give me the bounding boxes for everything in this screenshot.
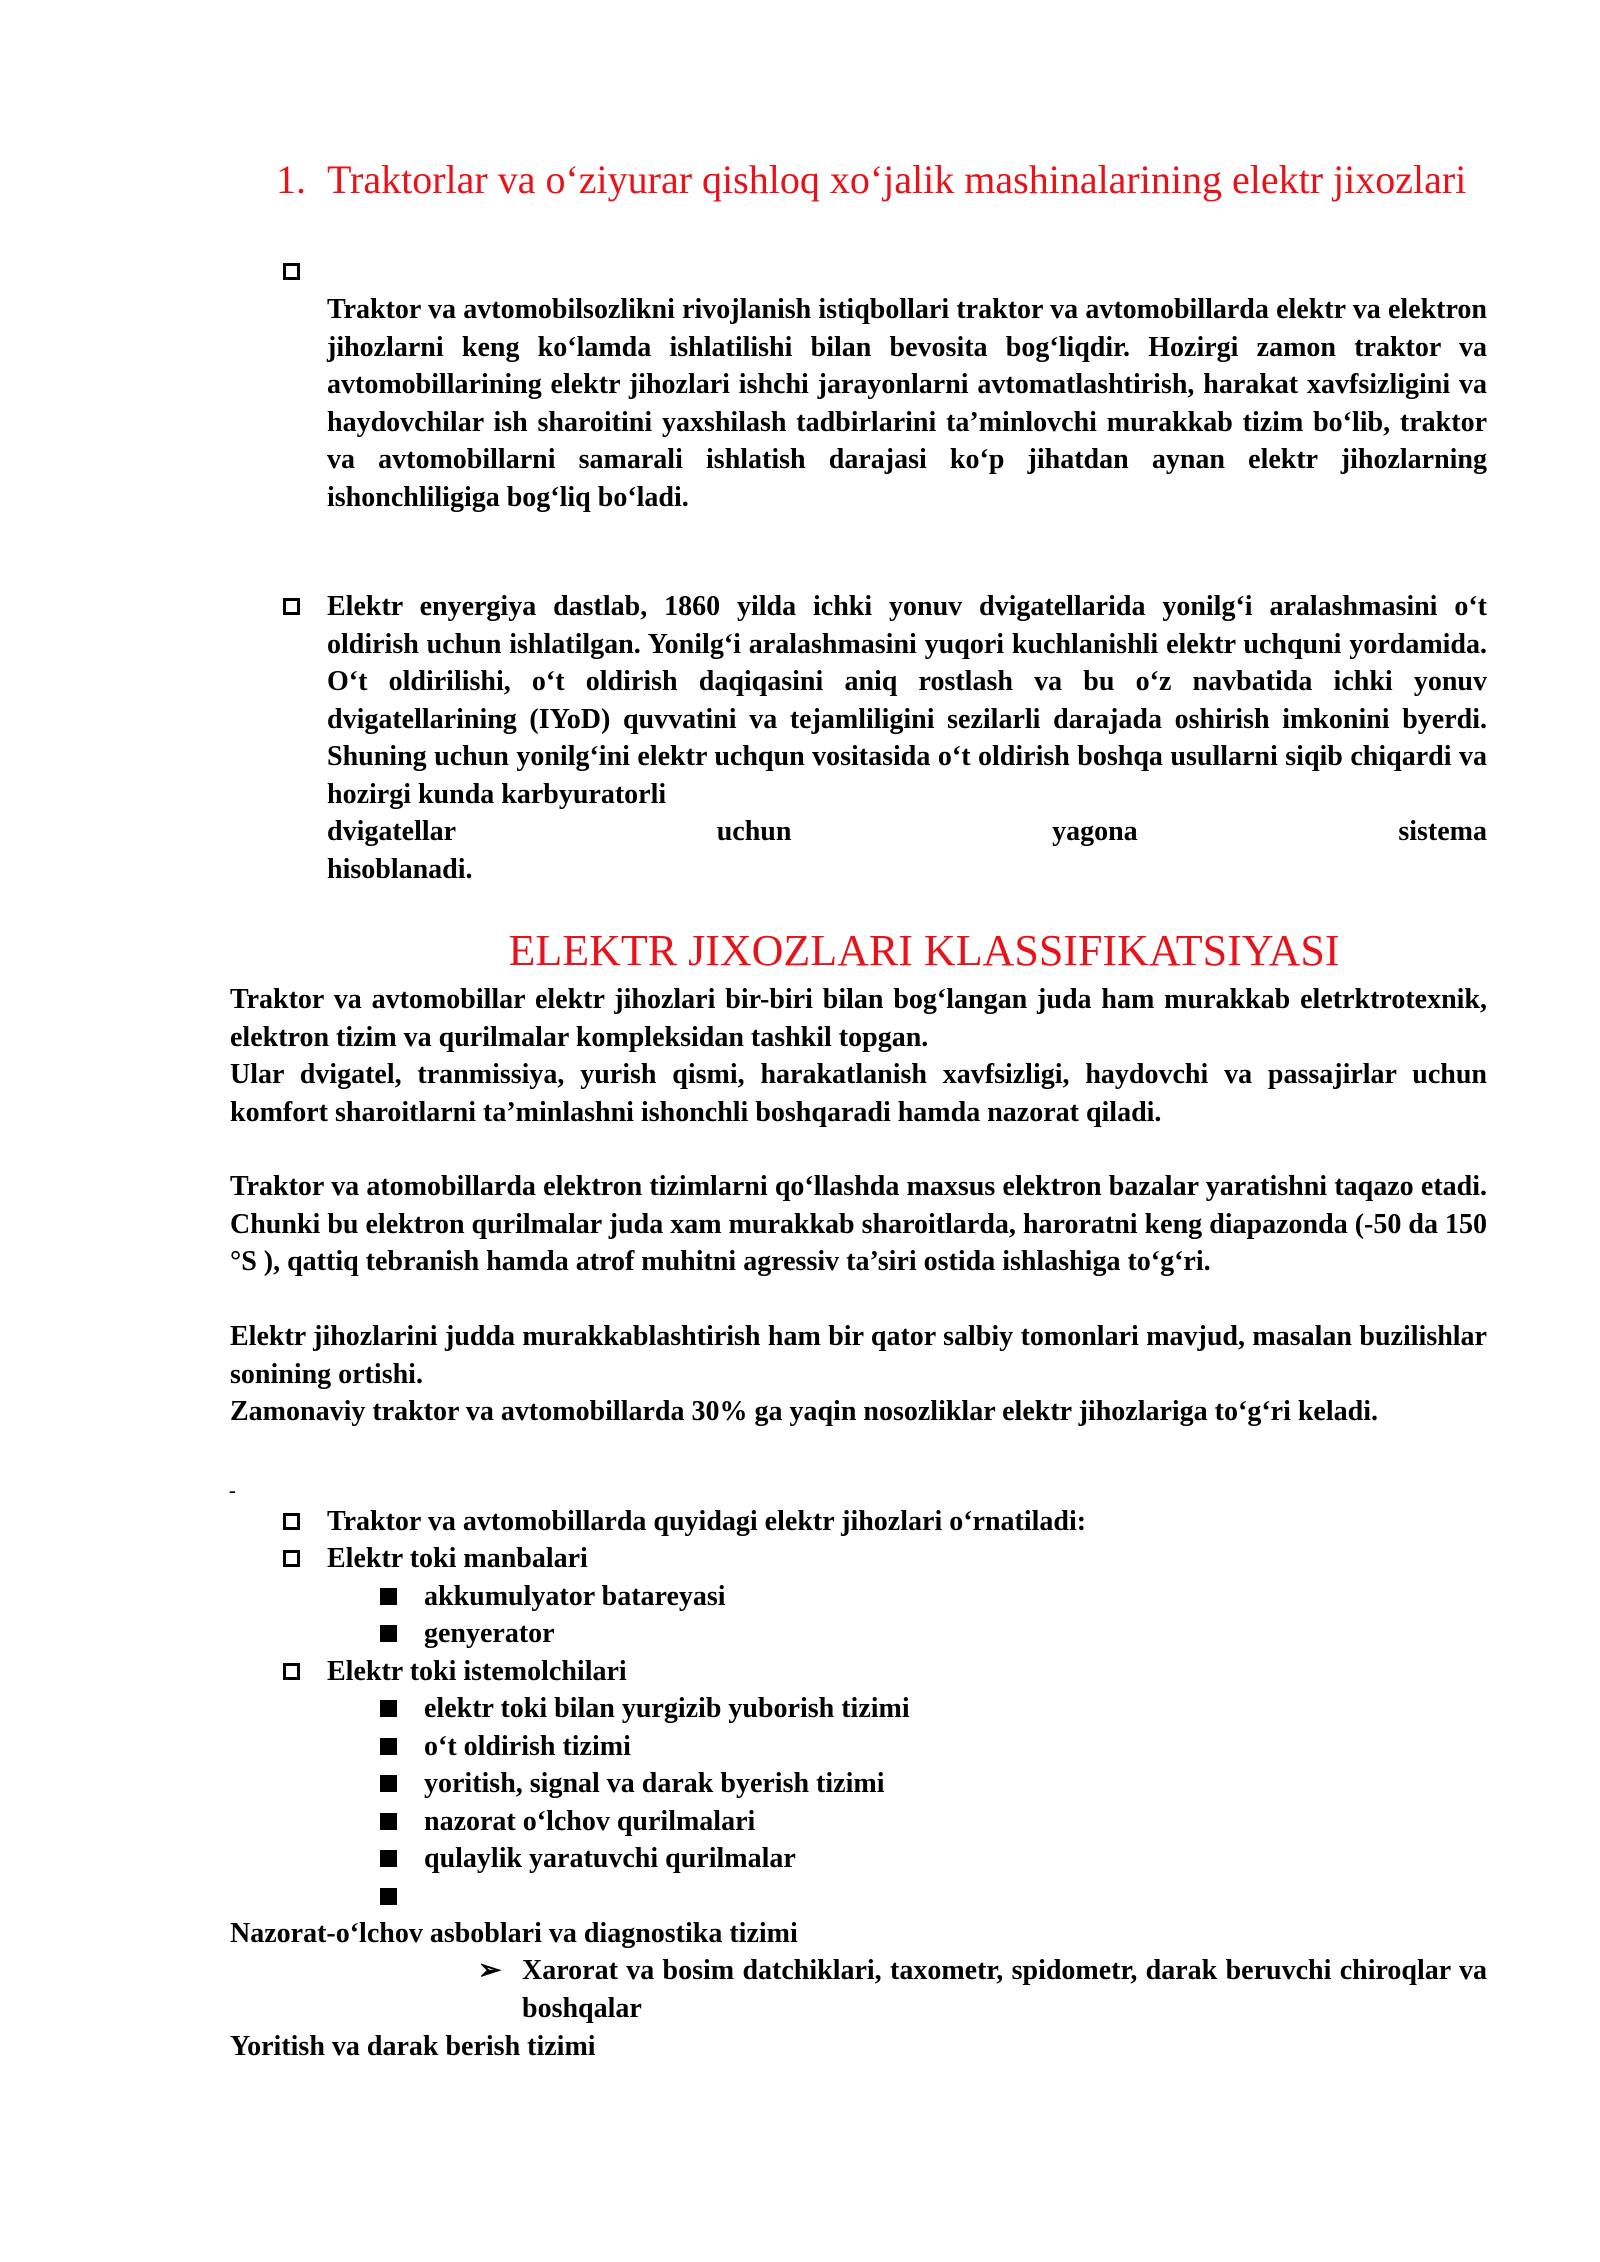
body-paragraph-3: Traktor va atomobillarda elektron tizimlarni qo‘llashda maxsus elektron bazalar yaratishni taqazo etadi. Chunki bu elektron qurilmalar juda xam murakkab sharoitlarda, haroratni keng diapazonda (-50 da 150 °S ), qattiq tebranish hamda atrof muhitni agressiv ta’siri ostida ishlashiga to‘g‘ri. [230, 1171, 1487, 1277]
nazorat-item: Xarorat va bosim datchiklari, taxometr, spidometr, darak beruvchi chiroqlar va boshqalar [522, 1955, 1487, 2024]
spread-word: uchun [716, 816, 792, 847]
square-bullet-icon [380, 1888, 397, 1905]
square-bullet-icon [380, 1850, 397, 1867]
list-item: o‘t oldirish tizimi [424, 1731, 631, 1762]
body-paragraph-5: Zamonaviy traktor va avtomobillarda 30% ga yaqin nosozliklar elektr jihozlariga to‘g‘ri keladi. [230, 1396, 1378, 1427]
list-item: genyerator [424, 1618, 555, 1649]
body-paragraph-4: Elektr jihozlarini judda murakkablashtirish ham bir qator salbiy tomonlari mavjud, masalan buzilishlar sonining ortishi. [230, 1321, 1487, 1390]
section-nazorat: Nazorat-o‘lchov asboblari va diagnostika tizimi [230, 1918, 798, 1949]
list-item: nazorat o‘lchov qurilmalari [424, 1806, 756, 1837]
paragraph-2 [327, 588, 1487, 888]
checkbox-bullet-icon [283, 1513, 300, 1530]
checkbox-bullet-icon [283, 598, 300, 615]
list-item: qulaylik yaratuvchi qurilmalar [424, 1843, 796, 1874]
spread-word: dvigatellar [327, 816, 457, 847]
square-bullet-icon [380, 1588, 397, 1605]
list-sources-label: Elektr toki manbalari [327, 1543, 588, 1574]
section-yoritish: Yoritish va darak berish tizimi [230, 2031, 596, 2062]
paragraph-2-spread-line [327, 813, 1487, 851]
checkbox-bullet-icon [283, 1550, 300, 1567]
paragraph-1: Traktor va avtomobilsozlikni rivojlanish istiqbollari traktor va avtomobillarda elektr va elektron jihozlarni keng ko‘lamda ishlatilishi bilan bevosita bog‘liqdir. Hozirgi zamon traktor va avtomobillarining elektr jihozlari ishchi jarayonlarni avtomatlashtirish, harakat xavfsizligini va haydovchilar ish sharoitini yaxshilash tadbirlarini ta’minlovchi murakkab tizim bo‘lib, traktor va avtomobillarni samarali ishlatish darajasi ko‘p jihatdan aynan elektr jihozlarning ishonchliligiga bog‘liq bo‘ladi. [327, 294, 1487, 513]
square-bullet-icon [380, 1700, 397, 1717]
list-intro: Traktor va avtomobillarda quyidagi elektr jihozlari o‘rnatiladi: [327, 1506, 1087, 1537]
body-paragraph-1: Traktor va avtomobillar elektr jihozlari bir-biri bilan bog‘langan juda ham murakkab eletrktrotexnik, elektron tizim va qurilmalar kompleksidan tashkil topgan. [230, 984, 1487, 1053]
list-consumers-label: Elektr toki istemolchilari [327, 1656, 627, 1687]
list-item: akkumulyator batareyasi [424, 1581, 726, 1612]
section-heading: ELEKTR JIXOZLARI KLASSIFIKATSIYASI [508, 926, 1340, 975]
paragraph-2-end: hisoblanadi. [327, 853, 473, 885]
square-bullet-icon [380, 1813, 397, 1830]
paragraph-2-body: Elektr enyergiya dastlab, 1860 yilda ichki yonuv dvigatellarida yonilg‘i aralashmasini o‘t oldirish uchun ishlatilgan. Yonilg‘i aralashmasini yuqori kuchlanishli elektr uchquni yordamida. O‘t oldirilishi, o‘t oldirish daqiqasini aniq rostlash va bu o‘z navbatida ichki yonuv dvigatellarining (IYoD) quvvatini va tejamliligini sezilarli darajada oshirish imkonini byerdi. Shuning uchun yonilg‘ini elektr uchqun vositasida o‘t oldirish boshqa usullarni siqib chiqardi va hozirgi kunda karbyuratorli [327, 591, 1487, 810]
checkbox-bullet-icon [283, 1663, 300, 1680]
square-bullet-icon [380, 1738, 397, 1755]
heading-title: Traktorlar va o‘ziyurar qishloq xo‘jalik mashinalarining elektr jixozlari [327, 157, 1467, 202]
spread-word: yagona [1052, 816, 1138, 847]
heading-number: 1. [276, 157, 306, 202]
square-bullet-icon [380, 1775, 397, 1792]
square-bullet-icon [380, 1625, 397, 1642]
body-paragraph-2: Ular dvigatel, tranmissiya, yurish qismi, harakatlanish xavfsizligi, haydovchi va passajirlar uchun komfort sharoitlarni ta’minlashni ishonchli boshqaradi hamda nazorat qiladi. [230, 1059, 1487, 1128]
list-item: yoritish, signal va darak byerish tizimi [424, 1768, 885, 1799]
checkbox-bullet-icon [283, 263, 300, 280]
spread-word: sistema [1398, 816, 1487, 847]
stray-dash: - [229, 1480, 236, 1502]
list-item: elektr toki bilan yurgizib yuborish tizimi [424, 1693, 910, 1724]
arrow-bullet-icon: ➢ [478, 1955, 502, 1986]
